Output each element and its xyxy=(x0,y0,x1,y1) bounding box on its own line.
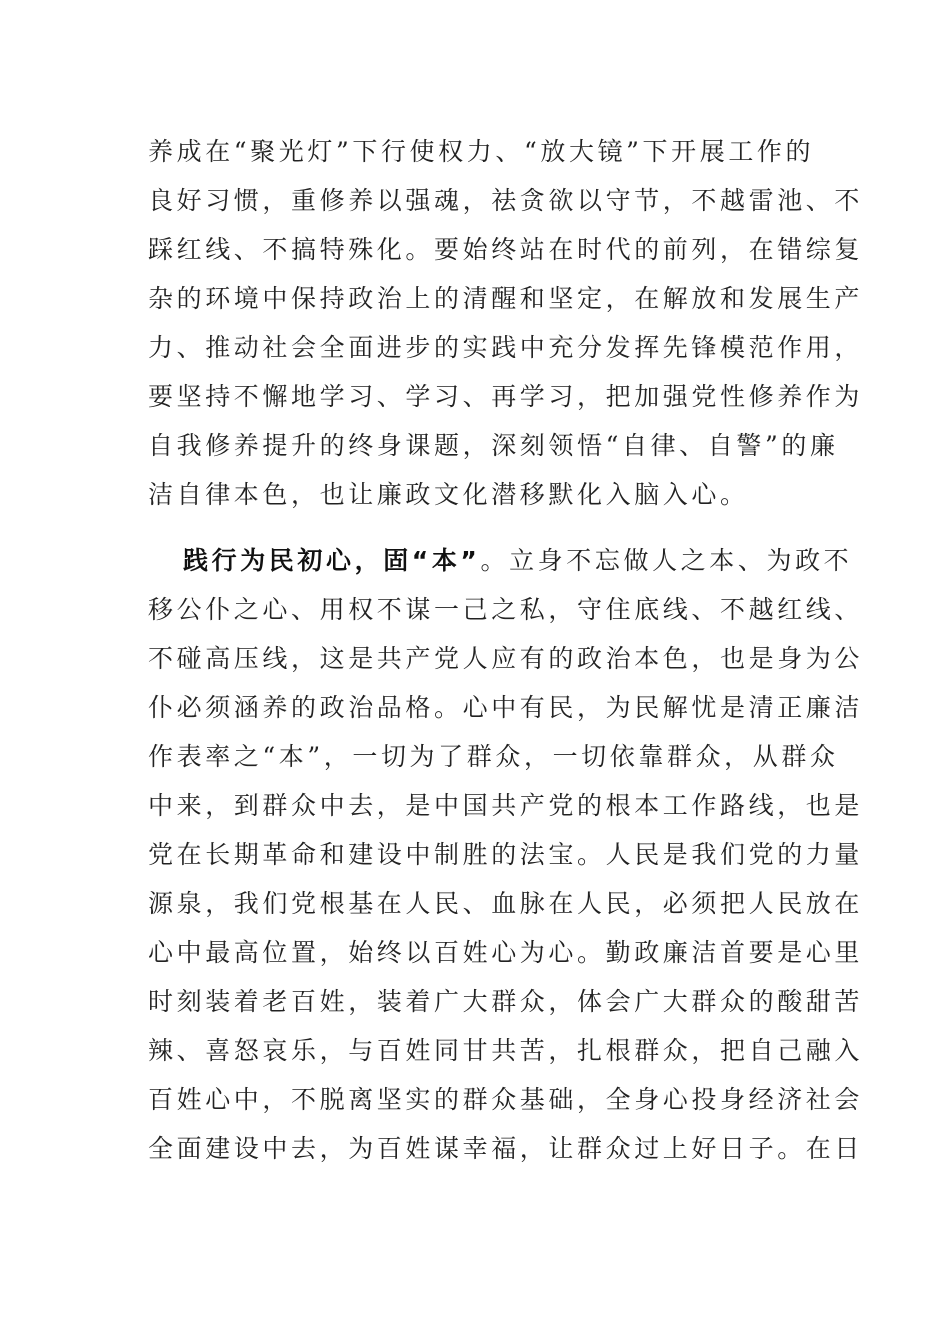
p2-line-11: 辣、喜怒哀乐，与百姓同甘共苦，扎根群众，把自己融入 xyxy=(148,1036,864,1065)
p2-line-4: 仆必须涵养的政治品格。心中有民，为民解忧是清正廉洁 xyxy=(148,693,864,722)
p1-line-6: 要坚持不懈地学习、学习、再学习，把加强党性修养作为 xyxy=(148,382,864,411)
p1-line-8: 洁自律本色，也让廉政文化潜移默化入脑入心。 xyxy=(148,480,749,509)
p2-line-8: 源泉，我们党根基在人民、血脉在人民，必须把人民放在 xyxy=(148,889,864,918)
p2-line-1-rest: 。立身不忘做人之本、为政不 xyxy=(480,546,853,575)
p1-line-2: 良好习惯，重修养以强魂，祛贪欲以守节，不越雷池、不 xyxy=(148,186,864,215)
p1-line-7: 自我修养提升的终身课题，深刻领悟“自律、自警”的廉 xyxy=(148,431,839,460)
p1-line-4: 杂的环境中保持政治上的清醒和坚定，在解放和发展生产 xyxy=(148,284,864,313)
p2-line-2: 移公仆之心、用权不谋一己之私，守住底线、不越红线、 xyxy=(148,595,864,624)
p2-line-10: 时刻装着老百姓，装着广大群众，体会广大群众的酸甜苦 xyxy=(148,987,864,1016)
p2-line-5: 作表率之“本”，一切为了群众，一切依靠群众，从群众 xyxy=(148,742,839,771)
p2-heading: 践行为民初心，固“本” xyxy=(183,546,481,575)
p1-line-5: 力、推动社会全面进步的实践中充分发挥先锋模范作用， xyxy=(148,333,864,362)
p1-line-1: 养成在“聚光灯”下行使权力、“放大镜”下开展工作的 xyxy=(148,137,815,166)
p1-line-3: 踩红线、不搞特殊化。要始终站在时代的前列，在错综复 xyxy=(148,235,864,264)
p2-line-12: 百姓心中，不脱离坚实的群众基础，全身心投身经济社会 xyxy=(148,1085,864,1114)
p2-line-1 xyxy=(183,541,852,581)
p2-line-9: 心中最高位置，始终以百姓心为心。勤政廉洁首要是心里 xyxy=(148,938,864,967)
p2-line-13: 全面建设中去，为百姓谋幸福，让群众过上好日子。在日 xyxy=(148,1134,864,1163)
p2-line-3: 不碰高压线，这是共产党人应有的政治本色，也是身为公 xyxy=(148,644,864,673)
p2-line-6: 中来，到群众中去，是中国共产党的根本工作路线，也是 xyxy=(148,791,864,820)
p2-line-7: 党在长期革命和建设中制胜的法宝。人民是我们党的力量 xyxy=(148,840,864,869)
